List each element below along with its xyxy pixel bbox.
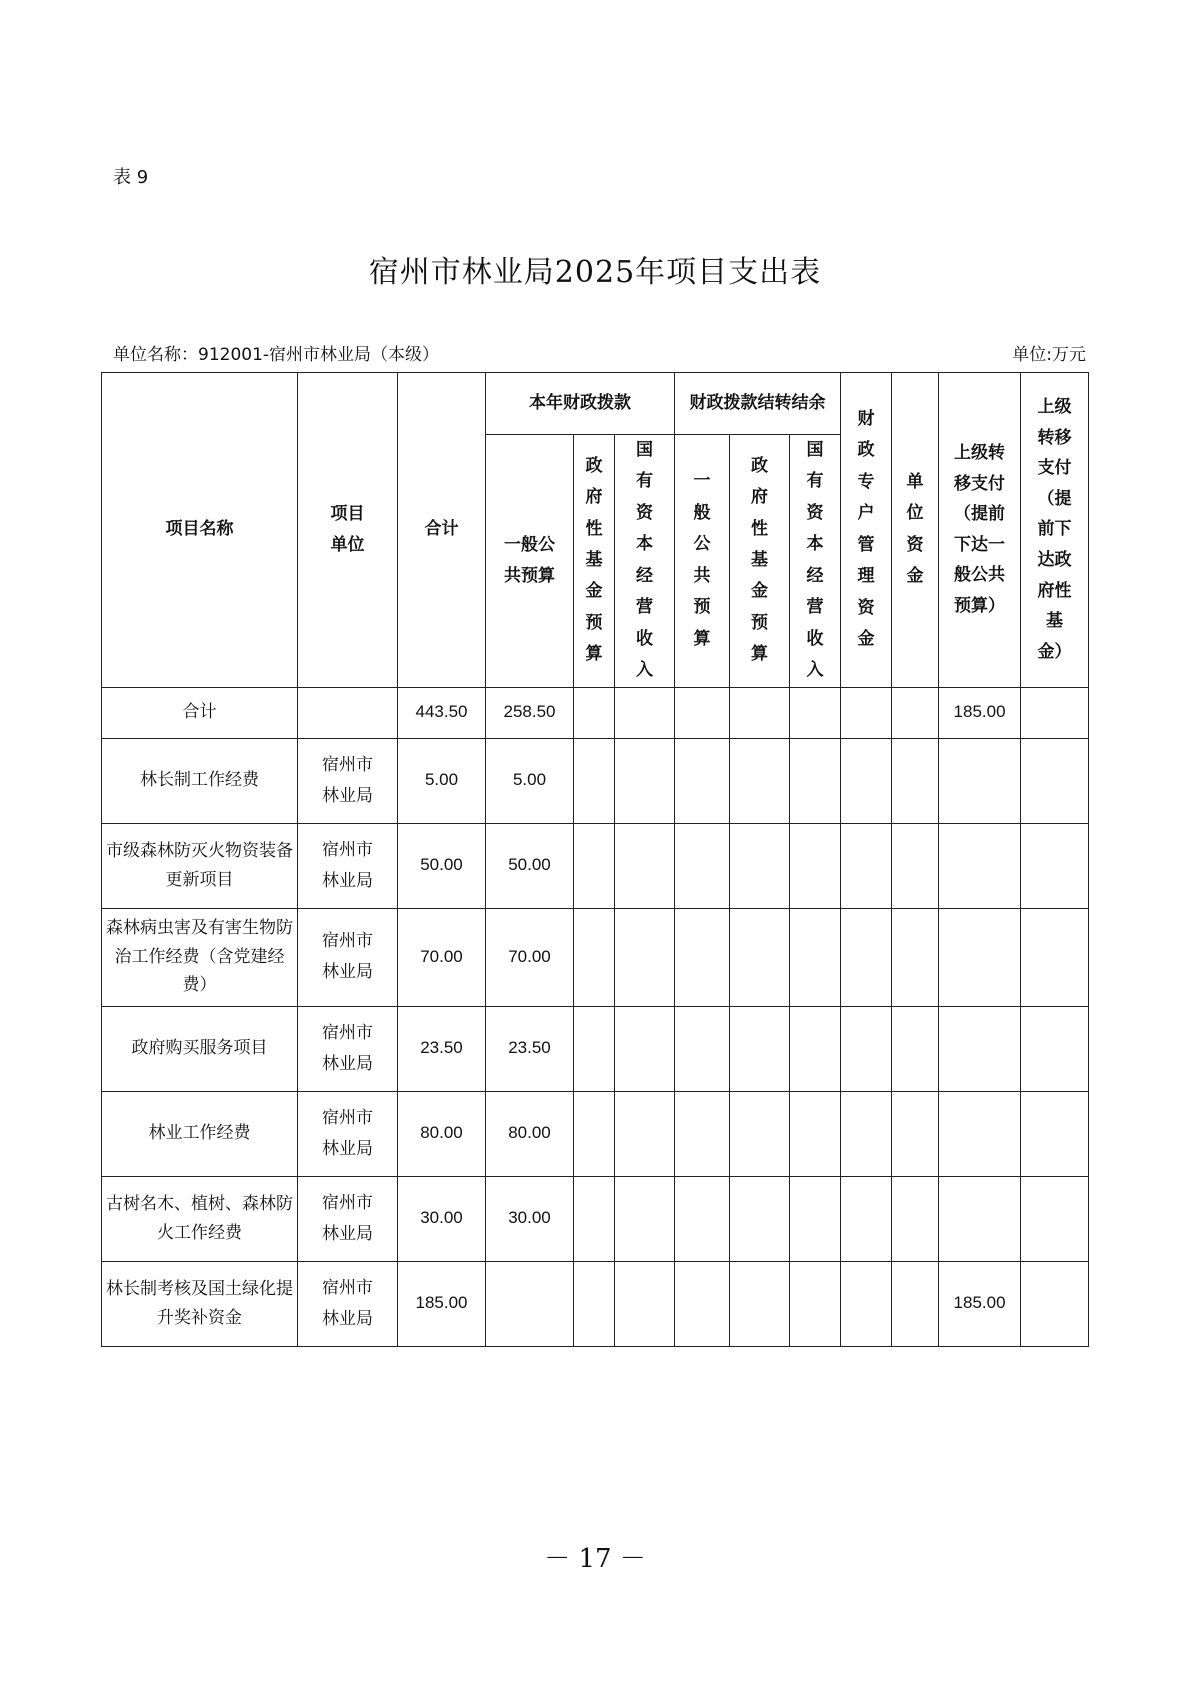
header-transfer-general: 上级转移支付（提前下达一般公共预算） [939, 373, 1021, 688]
row-cy-general: 23.50 [486, 1006, 574, 1091]
table-row [102, 908, 1089, 1006]
row-cy-general: 5.00 [486, 738, 574, 823]
table-label: 表 9 [113, 167, 149, 188]
unit-name-label: 单位名称：912001-宿州市林业局（本级） [113, 345, 440, 365]
header-cy-gov-fund: 政府性基金预算 [574, 435, 615, 688]
total-row-special-account [841, 687, 892, 738]
row-project-unit: 宿州市林业局 [298, 738, 398, 823]
total-row-unit-funds [892, 687, 939, 738]
total-row-co-gov-fund [730, 687, 790, 738]
row-cy-general [486, 1261, 574, 1346]
row-cy-general: 70.00 [486, 908, 574, 1006]
row-project-name: 林长制工作经费 [102, 738, 298, 823]
header-co-general: 一般公共预算 [675, 435, 730, 688]
row-transfer-general [939, 908, 1021, 1006]
total-row-cy-general: 258.50 [486, 687, 574, 738]
header-carryover: 财政拨款结转结余 [675, 373, 841, 435]
row-transfer-general [939, 738, 1021, 823]
row-project-unit: 宿州市林业局 [298, 1091, 398, 1176]
table-row [102, 823, 1089, 908]
total-row-transfer-gov-fund [1021, 687, 1089, 738]
row-project-name: 森林病虫害及有害生物防治工作经费（含党建经费） [102, 908, 298, 1006]
row-project-name: 市级森林防灭火物资装备更新项目 [102, 823, 298, 908]
row-project-unit: 宿州市林业局 [298, 1261, 398, 1346]
header-cy-state-capital: 国有资本经营收入 [615, 435, 675, 688]
header-project-unit: 项目单位 [298, 373, 398, 688]
row-project-unit: 宿州市林业局 [298, 1176, 398, 1261]
total-row-cy-state-capital [615, 687, 675, 738]
row-project-unit: 宿州市林业局 [298, 823, 398, 908]
row-transfer-general [939, 1176, 1021, 1261]
table-row [102, 1091, 1089, 1176]
header-co-state-capital: 国有资本经营收入 [790, 435, 841, 688]
table-row-total [102, 687, 1089, 738]
total-row-co-state-capital [790, 687, 841, 738]
row-total: 185.00 [398, 1261, 486, 1346]
header-transfer-gov-fund: 上级转移支付（提前下达政府性基金） [1021, 373, 1089, 688]
row-total: 70.00 [398, 908, 486, 1006]
row-project-name: 政府购买服务项目 [102, 1006, 298, 1091]
header-project-name: 项目名称 [102, 373, 298, 688]
row-project-name: 林业工作经费 [102, 1091, 298, 1176]
total-row-name: 合计 [102, 687, 298, 738]
project-expenditure-table [101, 372, 1089, 1347]
table-row [102, 1176, 1089, 1261]
total-row-co-general [675, 687, 730, 738]
row-total: 23.50 [398, 1006, 486, 1091]
row-cy-general: 80.00 [486, 1091, 574, 1176]
row-total: 50.00 [398, 823, 486, 908]
header-special-account: 财政专户管理资金 [841, 373, 892, 688]
row-transfer-general [939, 1006, 1021, 1091]
header-total: 合计 [398, 373, 486, 688]
table-row [102, 1261, 1089, 1346]
row-project-unit: 宿州市林业局 [298, 908, 398, 1006]
row-project-unit: 宿州市林业局 [298, 1006, 398, 1091]
row-transfer-general [939, 823, 1021, 908]
page-title: 宿州市林业局2025年项目支出表 [368, 255, 822, 290]
table-row [102, 738, 1089, 823]
row-total: 80.00 [398, 1091, 486, 1176]
row-cy-general: 30.00 [486, 1176, 574, 1261]
total-row-transfer-general: 185.00 [939, 687, 1021, 738]
header-cy-general: 一般公共预算 [486, 435, 574, 688]
page-number: － 17 － [544, 1544, 646, 1574]
row-transfer-general: 185.00 [939, 1261, 1021, 1346]
row-total: 30.00 [398, 1176, 486, 1261]
total-row-total: 443.50 [398, 687, 486, 738]
row-cy-general: 50.00 [486, 823, 574, 908]
header-unit-funds: 单位资金 [892, 373, 939, 688]
table-row [102, 1006, 1089, 1091]
row-project-name: 林长制考核及国土绿化提升奖补资金 [102, 1261, 298, 1346]
row-project-name: 古树名木、植树、森林防火工作经费 [102, 1176, 298, 1261]
total-row-unit [298, 687, 398, 738]
header-current-year: 本年财政拨款 [486, 373, 675, 435]
unit-label: 单位:万元 [1012, 345, 1086, 365]
total-row-cy-gov-fund [574, 687, 615, 738]
header-co-gov-fund: 政府性基金预算 [730, 435, 790, 688]
row-total: 5.00 [398, 738, 486, 823]
row-transfer-general [939, 1091, 1021, 1176]
